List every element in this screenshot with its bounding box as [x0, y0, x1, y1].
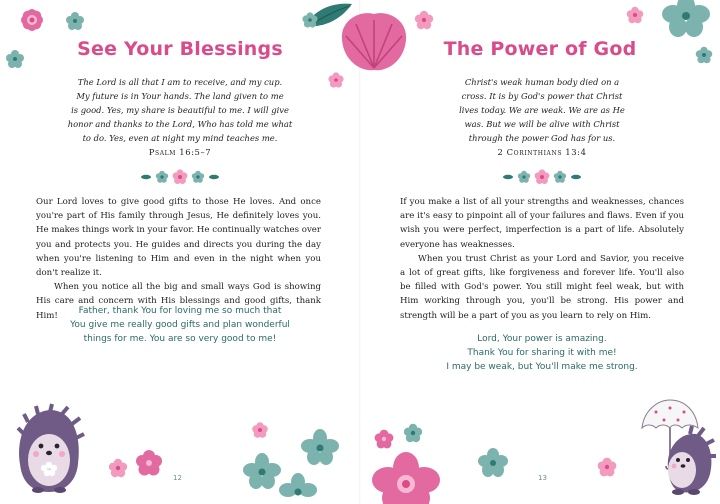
right-page: [360, 0, 720, 504]
verse-reference: 2 Corinthians 13:4: [497, 147, 587, 157]
verse-line: through the power God has for us.: [468, 133, 616, 143]
verse-line: My future is in Your hands. The land given to me: [76, 91, 284, 101]
pink-flower-icon: [535, 169, 550, 184]
pink-flower-icon: [104, 454, 132, 482]
prayer-line: Father, thank You for loving me so much that: [78, 306, 282, 316]
verse-line: lives today. We are weak. We are as He: [459, 105, 625, 115]
pink-flower-icon: [592, 452, 622, 482]
verse-line: honor and thanks to the Lord, Who has told me what: [67, 119, 293, 129]
floral-divider: [140, 166, 220, 188]
teal-flower-icon: [692, 44, 716, 66]
verse-reference: Psalm 16:5–7: [148, 147, 212, 157]
page-number: 12: [173, 474, 182, 482]
scripture-verse: [52, 75, 308, 159]
verse-line: cross. It is by God's power that Christ: [461, 91, 623, 101]
paragraph: If you make a list of all your strengths and weaknesses, chances are it's easy to pinpoint all of your failures and flaws. Even if you wish you were perfect, imperfection is a part of life. Absolutely everyone has weaknesses.: [400, 197, 684, 250]
prayer: [390, 332, 694, 374]
teal-flower-icon: [301, 429, 339, 465]
teal-flower-icon: [243, 453, 281, 489]
pink-flower-icon: [6, 2, 60, 42]
teal-flower-icon: [554, 171, 566, 183]
verse-line: Christ's weak human body died on a: [464, 77, 620, 87]
verse-line: was. But we will be alive with Christ: [464, 119, 620, 129]
prayer-line: things for me. You are so very good to me!: [83, 334, 277, 344]
hedgehog-illustration: [14, 404, 84, 494]
pink-flower-icon: [132, 446, 166, 480]
verse-line: is good. Yes, my share is beautiful to me. I will give: [71, 105, 289, 115]
teal-flower-icon: [654, 0, 718, 44]
teal-flower-icon: [474, 444, 512, 482]
pink-flower-icon: [624, 4, 646, 26]
prayer: [30, 304, 330, 346]
flower-cluster: [236, 420, 360, 504]
page-number: 13: [538, 474, 547, 482]
prayer-line: Thank You for sharing it with me!: [467, 348, 617, 358]
scripture-verse: [430, 75, 654, 159]
prayer-line: I may be weak, but You'll make me strong.: [446, 362, 638, 372]
teal-flower-icon: [156, 171, 168, 183]
prayer-line: Lord, Your power is amazing.: [477, 334, 607, 344]
teal-flower-icon: [400, 420, 426, 446]
pink-flower-icon: [252, 422, 268, 438]
teal-flower-icon: [4, 48, 26, 70]
teal-flower-icon: [64, 10, 86, 32]
teal-flower-icon: [192, 171, 204, 183]
teal-flower-icon: [279, 473, 317, 497]
hedgehog-with-umbrella-illustration: [638, 398, 714, 496]
pink-flower-icon: [366, 448, 448, 504]
teal-flower-icon: [518, 171, 530, 183]
prayer-line: You give me really good gifts and plan wonderful: [70, 320, 290, 330]
pink-flower-icon: [173, 169, 188, 184]
paragraph: When you notice all the big and small ways God is showing His care and concern with His blessings and good gifts, thank Him!: [36, 282, 321, 321]
verse-line: The Lord is all that I am to receive, and my cup.: [77, 77, 283, 87]
paragraph: Our Lord loves to give good gifts to those He loves. And once you're part of His family through Jesus, He definitely loves you. He makes things work in your favor. He continually watches over you and protects you. He guides and directs you during the day when you're listening to Him and even in the night when you don't realize it.: [36, 197, 321, 279]
verse-line: to do. Yes, even at night my mind teaches me.: [82, 133, 278, 143]
paragraph: When you trust Christ as your Lord and Savior, you receive a lot of great gifts, like forgiveness and forever life. You'll also be filled with God's power. You still might feel weak, but with Him working through you, you'll be strong. His power and strength will be a part of you as you learn to rely on Him.: [400, 253, 684, 321]
page-title: See Your Blessings: [77, 38, 283, 60]
page-title: The Power of God: [443, 38, 637, 60]
floral-divider: [502, 166, 582, 188]
body-text: [400, 195, 684, 323]
